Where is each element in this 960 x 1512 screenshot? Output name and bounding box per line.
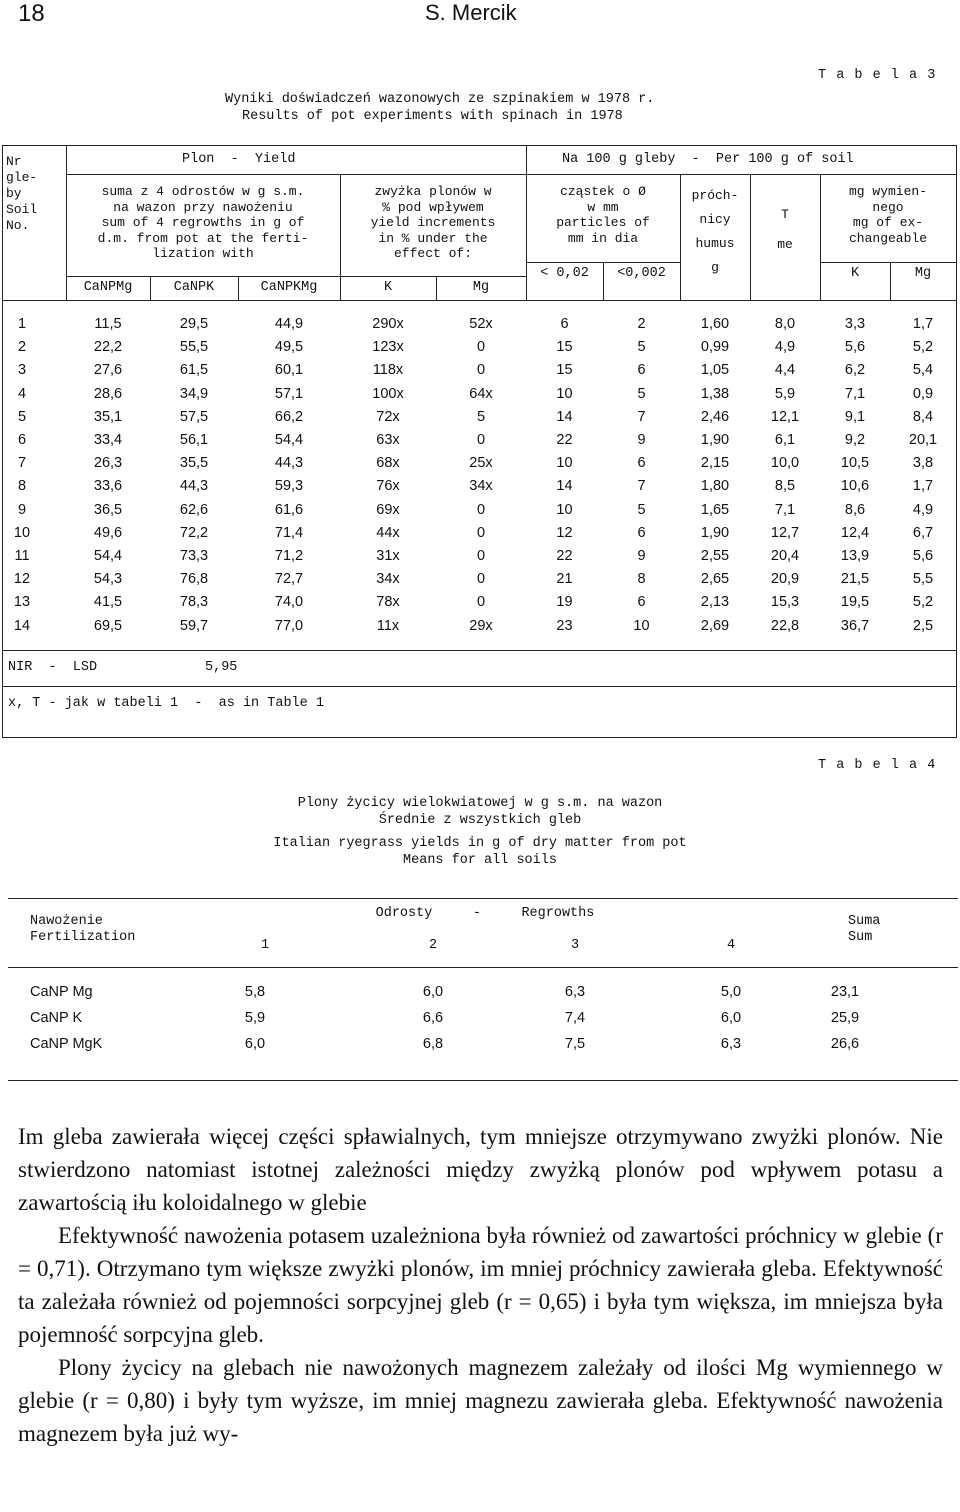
table3-cell: 14	[556, 408, 573, 425]
table3-title-en: Results of pot experiments with spinach in 1978	[242, 109, 623, 124]
table3-cell: 12,1	[770, 408, 800, 425]
table3-cell: 10	[556, 501, 573, 518]
table3-cell: 5,2	[912, 594, 934, 611]
table3-cell: 31x	[376, 548, 400, 564]
table3-cell: 76,8	[179, 571, 209, 588]
table3-cell: 0	[476, 594, 486, 611]
table3-cell: 0	[476, 362, 486, 379]
table4-col-1: 1	[260, 938, 270, 953]
table3-soil-no: 4	[17, 385, 27, 402]
table4-cell: 5,8	[244, 984, 266, 1000]
table3-cell: 2,5	[912, 617, 934, 634]
table3-cell: 35,1	[93, 408, 123, 425]
table3-cell: 44,9	[274, 316, 304, 332]
table3-cell: 10,6	[840, 478, 870, 495]
table3-cell: 2	[637, 316, 646, 332]
table4-title-line-3: Italian ryegrass yields in g of dry matter from pot	[273, 836, 687, 851]
table3-cell: 56,1	[179, 432, 209, 448]
table3-cell: 5,6	[912, 548, 934, 564]
table3-cell: 29x	[469, 617, 493, 634]
table3-cell: 64x	[469, 385, 493, 402]
table3-cell: 4,9	[912, 501, 934, 518]
table3-cell: 59,3	[274, 478, 304, 495]
table3-cell: 7	[637, 408, 646, 425]
table3-cell: 6	[637, 524, 646, 541]
table3-cell: 54,4	[93, 548, 123, 564]
table3-plon-yield: Plon - Yield	[182, 152, 296, 167]
table3-cell: 7,1	[844, 385, 866, 402]
table3-cell: 290x	[372, 316, 404, 332]
table3-per100: Na 100 g gleby - Per 100 g of soil	[562, 152, 854, 167]
table3-cell: 60,1	[274, 362, 304, 379]
table3-cell: 72x	[376, 408, 400, 425]
table4-cell: 26,6	[830, 1036, 860, 1052]
table3-suma-desc: suma z 4 odrostów w g s.m. na wazon przy nawożeniu sum of 4 regrowths in g of d.m. from pot at the ferti- lization with	[97, 184, 309, 261]
table3-cell: 8,0	[774, 316, 796, 332]
table4-fert-header: Nawożenie Fertilization	[30, 914, 136, 945]
table3-cell: 71,2	[274, 548, 304, 564]
table3-cell: 22	[556, 432, 573, 448]
table3-col-nr: Nr gle- by Soil No.	[6, 154, 38, 233]
table4-cell: 6,0	[422, 984, 444, 1000]
table3-cell: 36,7	[840, 617, 870, 634]
table3-cell: 6,7	[912, 524, 934, 541]
table3-cell: 7,1	[774, 501, 796, 518]
table3-cell: 44,3	[179, 478, 209, 495]
paragraph-3: Plony życicy na glebach nie nawożonych magnezem zależały od ilości Mg wymiennego w glebie (r = 0,80) i były tym wyższe, im mniej magnezu zawierała gleba. Efektywność nawożenia magnezem była już wy-	[18, 1355, 943, 1446]
table3-cell: 61,5	[179, 362, 209, 379]
table3-cell: 9,1	[844, 408, 866, 425]
table3-soil-no: 14	[13, 617, 31, 634]
table3-soil-no: 5	[17, 408, 27, 425]
table3-cell: 33,4	[93, 432, 123, 448]
table3-cell: 22,2	[93, 339, 123, 356]
table3-sub-k: K	[383, 280, 393, 295]
table3-cell: 15	[556, 362, 573, 379]
table3-cell: 44x	[376, 524, 400, 541]
table3-cell: 8,4	[912, 408, 934, 425]
table3-cell: 76x	[376, 478, 400, 495]
running-head-author: S. Mercik	[425, 0, 517, 25]
table4-cell: 25,9	[830, 1010, 860, 1026]
table3-cell: 52x	[469, 316, 493, 332]
table3-sub-canpmg: CaNPMg	[83, 280, 133, 295]
table3-cell: 2,69	[700, 617, 730, 634]
table3-cell: 57,1	[274, 385, 304, 402]
table4-col-3: 3	[570, 938, 580, 953]
table3-cell: 12,4	[840, 524, 870, 541]
table4-cell: 7,5	[564, 1036, 586, 1052]
table3-cell: 27,6	[93, 362, 123, 379]
table3-cell: 78,3	[179, 594, 209, 611]
table4-cell: 23,1	[830, 984, 860, 1000]
table3-cell: 1,7	[912, 478, 934, 495]
table3-cell: 15	[556, 339, 573, 356]
table3-sub-mg-exch: Mg	[914, 266, 932, 281]
table3-cell: 0,99	[700, 339, 730, 356]
table3-sub-mg: Mg	[472, 280, 490, 295]
paragraph-1: Im gleba zawierała więcej części spławialnych, tym mniejsze otrzymywano zwyżki plonów. Nie stwierdzono natomiast istotnej zależności między zwyżką plonów pod wpływem potasu a zawartością iłu koloidalnego w glebie	[18, 1124, 943, 1215]
table3-cell: 21	[556, 571, 573, 588]
table3-cell: 10,5	[840, 455, 870, 472]
table3-cell: 9,2	[844, 432, 866, 448]
table3-soil-no: 7	[17, 455, 27, 472]
table3-cell: 6,2	[844, 362, 866, 379]
table4-regrowth-header: Odrosty - Regrowths	[375, 906, 595, 921]
table4-cell: 7,4	[564, 1010, 586, 1026]
table3-cell: 20,4	[770, 548, 800, 564]
table3-soil-no: 2	[17, 339, 27, 356]
table3-cell: 71,4	[274, 524, 304, 541]
table3-cell: 25x	[469, 455, 493, 472]
table3-cell: 72,7	[274, 571, 304, 588]
table3-cell: 77,0	[274, 617, 304, 634]
table3-cell: 19,5	[840, 594, 870, 611]
table3-cell: 34,9	[179, 385, 209, 402]
table3-title-pl: Wyniki doświadczeń wazonowych ze szpinakiem w 1978 r.	[225, 92, 655, 107]
table3-cell: 49,6	[93, 524, 123, 541]
table3-cell: 1,60	[700, 316, 730, 332]
table3-cell: 34x	[376, 571, 400, 588]
table3-sub-lt002: < 0,02	[540, 266, 589, 281]
page-number: 18	[18, 0, 45, 27]
table3-cell: 123x	[372, 339, 404, 356]
table3-soil-no: 12	[13, 571, 31, 588]
table3-cell: 12	[556, 524, 573, 541]
table3-cell: 20,1	[908, 432, 938, 448]
table3-cell: 8,6	[844, 501, 866, 518]
table3-cell: 54,3	[93, 571, 123, 588]
table3-cell: 22	[556, 548, 573, 564]
table3-cell: 44,3	[274, 455, 304, 472]
table3-cell: 73,3	[179, 548, 209, 564]
table3-cell: 1,05	[700, 362, 730, 379]
table4-cell: 6,0	[244, 1036, 266, 1052]
table3-cell: 9	[637, 548, 646, 564]
table3-cell: 72,2	[179, 524, 209, 541]
table3-cell: 49,5	[274, 339, 304, 356]
table3-cell: 6	[637, 594, 646, 611]
table3-cell: 5	[637, 501, 646, 518]
table3-cell: 5	[637, 385, 646, 402]
table3-cell: 61,6	[274, 501, 304, 518]
table4-cell: 6,3	[564, 984, 586, 1000]
table3-cell: 29,5	[179, 316, 209, 332]
table3-cell: 0	[476, 432, 486, 448]
table3-cell: 10	[556, 455, 573, 472]
table3-cell: 4,9	[774, 339, 796, 356]
table3-cell: 74,0	[274, 594, 304, 611]
table3-prochnica: próch- nicy humus g	[691, 188, 739, 275]
table3-cell: 6	[637, 362, 646, 379]
table3-cell: 12,7	[770, 524, 800, 541]
table3-T: T me	[777, 207, 793, 252]
table3-cell: 10	[556, 385, 573, 402]
table3-cell: 0	[476, 501, 486, 518]
table3-cell: 22,8	[770, 617, 800, 634]
table3-cell: 6,1	[774, 432, 796, 448]
table3-cell: 7	[637, 478, 646, 495]
table3-cell: 0	[476, 571, 486, 588]
table3-cell: 2,55	[700, 548, 730, 564]
table3-soil-no: 1	[17, 316, 27, 332]
table3-sub-k-exch: K	[850, 266, 860, 281]
table4-fertilization: CaNP K	[30, 1010, 83, 1026]
table3-soil-no: 8	[17, 478, 27, 495]
table3-soil-no: 10	[13, 524, 31, 541]
table4-cell: 6,6	[422, 1010, 444, 1026]
table3-cell: 118x	[372, 362, 404, 379]
table3-cell: 1,65	[700, 501, 730, 518]
table4-cell: 6,0	[720, 1010, 742, 1026]
table3-cell: 57,5	[179, 408, 209, 425]
table3-cell: 4,4	[774, 362, 796, 379]
table4-col-4: 4	[726, 938, 736, 953]
table3-cell: 3,8	[912, 455, 934, 472]
table4-cell: 6,8	[422, 1036, 444, 1052]
table4-cell: 5,9	[244, 1010, 266, 1026]
table3-cell: 100x	[372, 385, 404, 402]
table3-footnote: x, T - jak w tabeli 1 - as in Table 1	[8, 696, 324, 711]
paragraph-2: Efektywność nawożenia potasem uzależniona była również od zawartości próchnicy w glebie (r = 0,71). Otrzymano tym większe zwyżki plonów, im mniej próchnicy zawierała gleba. Efektywność ta zależała również od pojemności sorpcyjnej gleb (r = 0,65) i była tym większa, im mniejsza była pojemność sorpcyjna gleb.	[18, 1223, 943, 1347]
table4-cell: 5,0	[720, 984, 742, 1000]
table3-cell: 54,4	[274, 432, 304, 448]
table3-cell: 1,38	[700, 385, 730, 402]
table3-cell: 0	[476, 524, 486, 541]
table4-title-line-2: Średnie z wszystkich gleb	[378, 813, 582, 828]
table3-cell: 59,7	[179, 617, 209, 634]
table3-wymienny: mg wymien- nego mg of ex- changeable	[848, 184, 927, 246]
body-text	[18, 1120, 943, 1450]
table3-cell: 14	[556, 478, 573, 495]
table3-cell: 66,2	[274, 408, 304, 425]
table3-cell: 1,90	[700, 524, 730, 541]
table3-label: T a b e l a 3	[818, 68, 937, 83]
table3-sub-canpk: CaNPK	[173, 280, 215, 295]
table4-title-line-4: Means for all soils	[403, 853, 557, 868]
table3-cell: 34x	[469, 478, 493, 495]
table3-cell: 10	[633, 617, 650, 634]
table3-nir-label: NIR - LSD	[8, 660, 98, 675]
table3-cell: 5,9	[774, 385, 796, 402]
table3-cell: 6	[560, 316, 569, 332]
table3-soil-no: 6	[17, 432, 27, 448]
table3-cell: 1,90	[700, 432, 730, 448]
table4-fertilization: CaNP Mg	[30, 984, 93, 1000]
table3-cell: 63x	[376, 432, 400, 448]
table3-cell: 20,9	[770, 571, 800, 588]
table3-cell: 6	[637, 455, 646, 472]
table3-cell: 8	[637, 571, 646, 588]
table3-cell: 5,5	[912, 571, 934, 588]
table3-sub-canpkmg: CaNPKMg	[260, 280, 318, 295]
table3-cell: 13,9	[840, 548, 870, 564]
table3-cell: 23	[556, 617, 573, 634]
table3-soil-no: 13	[13, 594, 31, 611]
table3-cell: 5,4	[912, 362, 934, 379]
table3-cell: 41,5	[93, 594, 123, 611]
table3-cell: 15,3	[770, 594, 800, 611]
table4-cell: 6,3	[720, 1036, 742, 1052]
table3-nir-value: 5,95	[205, 660, 238, 675]
table3-cell: 36,5	[93, 501, 123, 518]
table3-cell: 0,9	[912, 385, 934, 402]
table4-label: T a b e l a 4	[818, 758, 937, 773]
table3-czastek-desc: cząstek o Ø w mm particles of mm in dia	[556, 184, 650, 246]
table3-cell: 3,3	[844, 316, 866, 332]
table3-cell: 69x	[376, 501, 400, 518]
table3-cell: 19	[556, 594, 573, 611]
table3-cell: 26,3	[93, 455, 123, 472]
table3-cell: 0	[476, 339, 486, 356]
table3-cell: 78x	[376, 594, 400, 611]
table3-cell: 5	[637, 339, 646, 356]
table3-cell: 35,5	[179, 455, 209, 472]
table4-title-line-1: Plony życicy wielokwiatowej w g s.m. na wazon	[297, 796, 663, 811]
table3-soil-no: 9	[17, 501, 27, 518]
table3-cell: 10,0	[770, 455, 800, 472]
table3-cell: 5,2	[912, 339, 934, 356]
table3-cell: 2,15	[700, 455, 730, 472]
table3-soil-no: 11	[14, 548, 30, 564]
table3-cell: 2,46	[700, 408, 730, 425]
table3-soil-no: 3	[17, 362, 27, 379]
table3-cell: 2,13	[700, 594, 730, 611]
table3-cell: 1,80	[700, 478, 730, 495]
table3-cell: 28,6	[93, 385, 123, 402]
table3-cell: 1,7	[912, 316, 934, 332]
table3-cell: 8,5	[774, 478, 796, 495]
table3-cell: 62,6	[179, 501, 209, 518]
table3-cell: 21,5	[840, 571, 870, 588]
table4-col-2: 2	[428, 938, 438, 953]
table3-cell: 2,65	[700, 571, 730, 588]
table3-cell: 55,5	[179, 339, 209, 356]
table3-cell: 11x	[376, 617, 400, 634]
table4-fertilization: CaNP MgK	[30, 1036, 103, 1052]
table3-sub-lt0002: <0,002	[617, 266, 666, 281]
table3-cell: 0	[476, 548, 486, 564]
table3-cell: 9	[637, 432, 646, 448]
table3-cell: 5	[476, 408, 486, 425]
table3-cell: 11,5	[94, 316, 122, 332]
table3-zwyzka-desc: zwyżka plonów w % pod wpływem yield increments in % under the effect of:	[370, 184, 496, 261]
table3-cell: 68x	[376, 455, 400, 472]
table3-cell: 5,6	[844, 339, 866, 356]
table3-cell: 33,6	[93, 478, 123, 495]
table4-sum-header: Suma Sum	[848, 914, 881, 945]
table3-cell: 69,5	[93, 617, 123, 634]
